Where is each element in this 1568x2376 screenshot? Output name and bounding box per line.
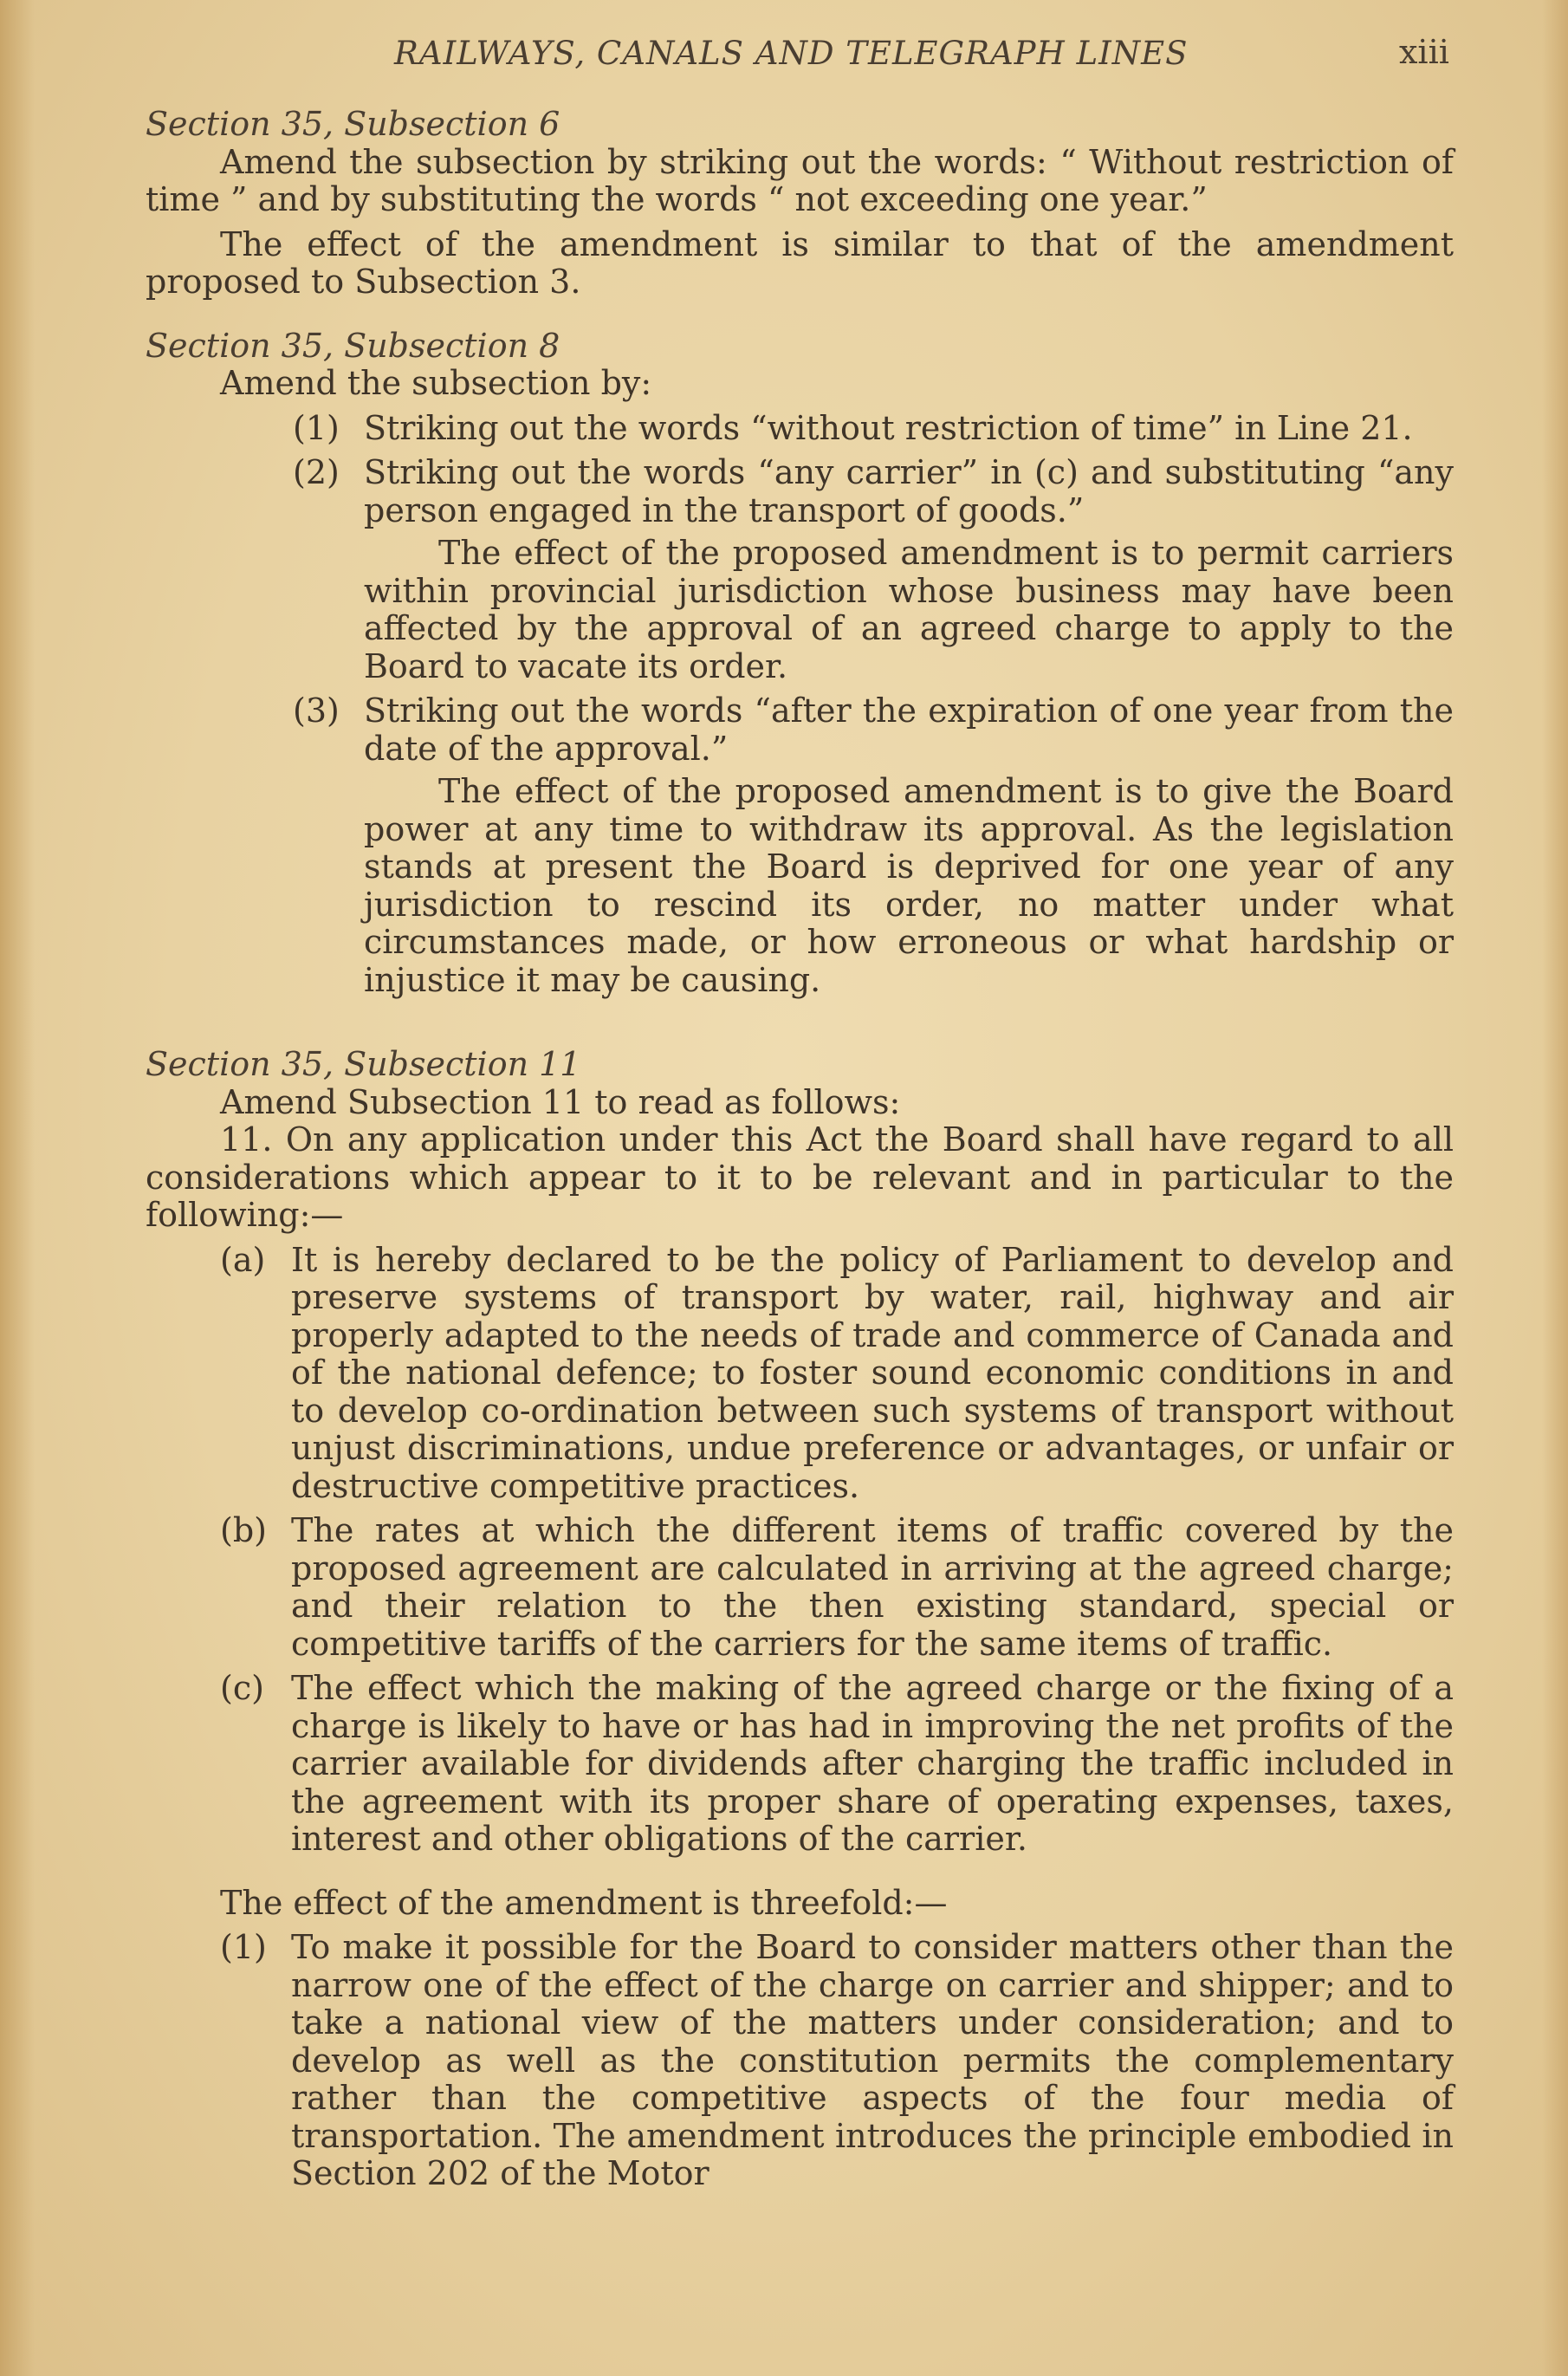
- running-header: RAILWAYS, CANALS AND TELEGRAPH LINES: [394, 35, 1189, 72]
- sub11-intro: Amend Subsection 11 to read as follows:: [220, 1082, 901, 1121]
- sub6-amend-paragraph: Amend the subsection by striking out the words: “ Without restriction of time ” and by substituting the words “ not exceeding one year.”: [146, 142, 1454, 218]
- sub6-effect-paragraph: The effect of the amendment is similar to that of the amendment proposed to Subsection 3.: [146, 224, 1454, 301]
- section-heading-sub8: Section 35, Subsection 8: [146, 326, 560, 365]
- sub8-item-1: [146, 410, 1454, 448]
- item-text: It is hereby declared to be the policy of Parliament to develop and preserve systems of transport by water, rail, highway and air properly adapted to the needs of trade and commerce of Canada and of the national defence; to foster sound economic conditions in and to develop co-ordination between such systems of transport without unjust discriminations, undue preference or advantages, or unfair or destructive competitive practices.: [291, 1240, 1454, 1505]
- item-label: (a): [220, 1240, 266, 1279]
- item-label: (2): [293, 453, 340, 491]
- item-label: (c): [220, 1669, 264, 1707]
- item-label: (1): [220, 1928, 267, 1966]
- sub11-effect-1: [146, 1929, 1454, 2193]
- sub8-intro: Amend the subsection by:: [220, 364, 652, 402]
- section-heading-sub11: Section 35, Subsection 11: [146, 1045, 581, 1083]
- sub11-item-a: [146, 1242, 1454, 1506]
- sub11-threefold-intro: The effect of the amendment is threefold:—: [220, 1883, 948, 1922]
- page-edge-shadow-left: [0, 0, 35, 2376]
- page-number: xiii: [1399, 33, 1449, 71]
- sub11-clause: 11. On any application under this Act the Board shall have regard to all considerations which appear to it to be relevant and in particular to the following:—: [146, 1120, 1454, 1234]
- sub8-item-2: [146, 454, 1454, 529]
- item-label: (1): [293, 408, 340, 447]
- page-edge-shadow-right: [1542, 0, 1568, 2376]
- item-text: Striking out the words “any carrier” in (c) and substituting “any person engaged in the transport of goods.”: [364, 453, 1454, 529]
- sub11-item-b: [146, 1512, 1454, 1663]
- sub8-item-2-effect: The effect of the proposed amendment is to permit carriers within provincial jurisdiction whose business may have been affected by the approval of an agreed charge to apply to the Board to vacate its order.: [364, 534, 1454, 685]
- item-label: (3): [293, 691, 340, 730]
- item-label: (b): [220, 1511, 267, 1549]
- section-heading-sub6: Section 35, Subsection 6: [146, 105, 560, 143]
- sub11-item-c: [146, 1670, 1454, 1859]
- item-text: The rates at which the different items of traffic covered by the proposed agreement are calculated in arriving at the agreed charge; and their relation to the then existing standard, special or competitive tariffs of the carriers for the same items of traffic.: [291, 1511, 1454, 1663]
- item-text: To make it possible for the Board to consider matters other than the narrow one of the effect of the charge on carrier and shipper; and to take a national view of the matters under consideration; and to develop as well as the constitution permits the complementary rather than the competitive aspects of the four media of transportation. The amendment introduces the principle embodied in Section 202 of the Motor: [291, 1928, 1454, 2192]
- item-text: The effect which the making of the agreed charge or the fixing of a charge is likely to have or has had in improving the net profits of the carrier available for dividends after charging the traffic included in the agreement with its proper share of operating expenses, taxes, interest and other obligations of the carrier.: [291, 1669, 1454, 1858]
- item-text: Striking out the words “without restriction of time” in Line 21.: [364, 408, 1413, 447]
- sub8-item-3: [146, 692, 1454, 768]
- page-body: [146, 106, 1454, 2193]
- item-text: Striking out the words “after the expiration of one year from the date of the approval.”: [364, 691, 1454, 768]
- sub8-item-3-effect: The effect of the proposed amendment is to give the Board power at any time to withdraw its approval. As the legislation stands at present the Board is deprived for one year of any jurisdiction to rescind its order, no matter under what circumstances made, or how erroneous or what hardship or injustice it may be causing.: [364, 772, 1454, 999]
